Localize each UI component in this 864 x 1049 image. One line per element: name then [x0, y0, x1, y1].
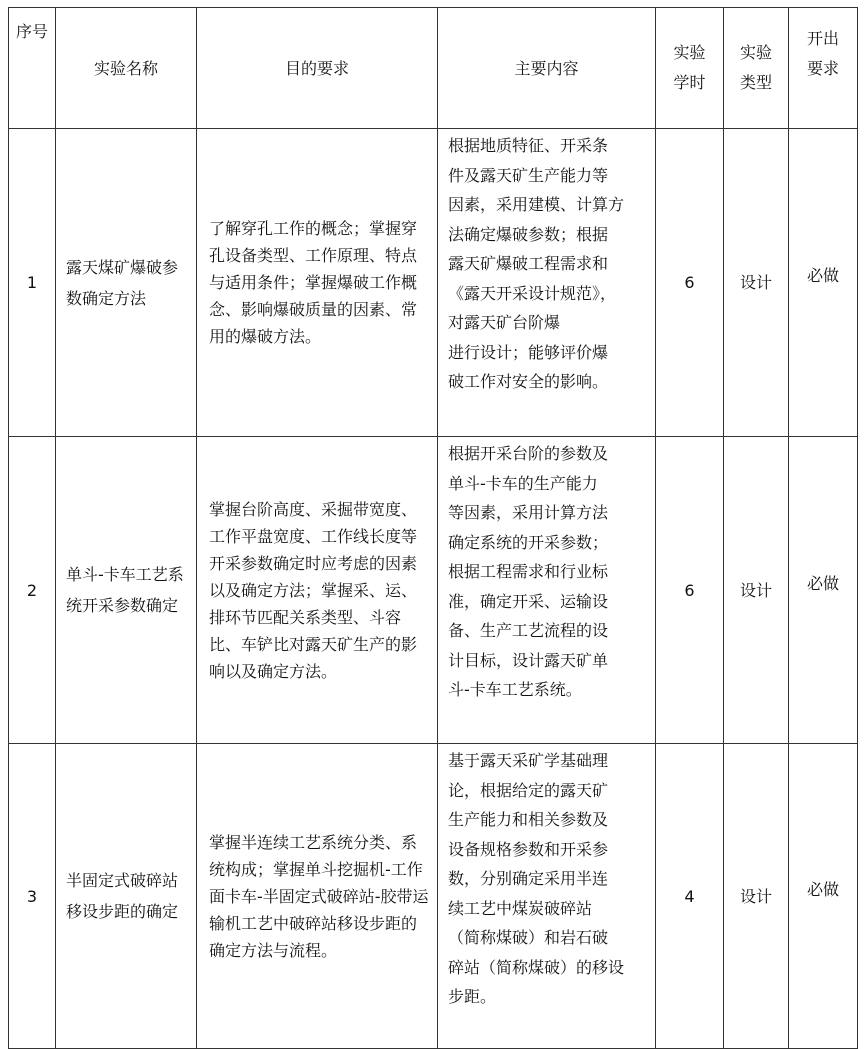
- content-line: 件及露天矿生产能力等: [448, 165, 609, 185]
- content-line: 根据地质特征、开采条: [448, 136, 609, 155]
- row-requirement: 必做: [789, 744, 858, 1049]
- content-line: 论，根据给定的露天矿: [448, 780, 609, 800]
- row-content: [438, 437, 656, 744]
- row-no: 1: [9, 129, 56, 437]
- row-type: 设计: [724, 129, 789, 437]
- header-no: 序号: [9, 8, 56, 129]
- experiment-table: [8, 7, 858, 1049]
- row-type: 设计: [724, 437, 789, 744]
- content-line: 法确定爆破参数；根据: [448, 224, 609, 244]
- row-name: 单斗-卡车工艺系统开采参数确定: [56, 437, 197, 744]
- table-row: [9, 437, 858, 744]
- content-line: 数，分别确定采用半连: [448, 869, 609, 888]
- header-requirement: 开出要求: [789, 8, 858, 129]
- header-purpose: 目的要求: [197, 8, 438, 129]
- table-row: [9, 129, 858, 437]
- content-line: 生产能力和相关参数及: [448, 810, 609, 829]
- content-line: 根据工程需求和行业标: [448, 562, 609, 581]
- content-line: 露天矿爆破工程需求和: [448, 254, 609, 273]
- table-row: [9, 744, 858, 1049]
- content-line: 对露天矿台阶爆: [448, 313, 561, 332]
- content-line: 续工艺中煤炭破碎站: [448, 898, 593, 918]
- row-purpose: 掌握台阶高度、采掘带宽度、工作平盘宽度、工作线长度等开采参数确定时应考虑的因素以及确定方法；掌握采、运、排环节匹配关系类型、斗容比、车铲比对露天矿生产的影响以及确定方法。: [197, 437, 438, 744]
- content-line: 进行设计；能够评价爆: [448, 342, 609, 362]
- header-name: 实验名称: [56, 8, 197, 129]
- content-line: 设备规格参数和开采参: [448, 839, 609, 859]
- row-no: 3: [9, 744, 56, 1049]
- content-line: 确定系统的开采参数；: [448, 532, 609, 552]
- row-name: 露天煤矿爆破参数确定方法: [56, 129, 197, 437]
- content-line: 准，确定开采、运输设: [448, 591, 609, 611]
- content-line: 单斗-卡车的生产能力: [448, 473, 598, 493]
- content-line: 破工作对安全的影响。: [448, 372, 609, 391]
- table-header-row: [9, 8, 858, 129]
- content-line: 根据开采台阶的参数及: [448, 444, 609, 463]
- content-line: 计目标，设计露天矿单: [448, 650, 609, 670]
- row-requirement: 必做: [789, 129, 858, 437]
- row-name: 半固定式破碎站移设步距的确定: [56, 744, 197, 1049]
- row-type: 设计: [724, 744, 789, 1049]
- content-line: 碎站（简称煤破）的移设: [448, 957, 625, 977]
- row-hours: 6: [656, 129, 724, 437]
- header-type: 实验类型: [724, 8, 789, 129]
- row-hours: 6: [656, 437, 724, 744]
- content-line: 备、生产工艺流程的设: [448, 621, 609, 640]
- row-hours: 4: [656, 744, 724, 1049]
- content-line: 斗-卡车工艺系统。: [448, 680, 582, 699]
- content-line: （简称煤破）和岩石破: [448, 928, 609, 947]
- header-hours: 实验学时: [656, 8, 724, 129]
- row-requirement: 必做: [789, 437, 858, 744]
- header-content: 主要内容: [438, 8, 656, 129]
- content-line: 等因素，采用计算方法: [448, 503, 609, 522]
- row-purpose: 了解穿孔工作的概念；掌握穿孔设备类型、工作原理、特点与适用条件；掌握爆破工作概念、影响爆破质量的因素、常用的爆破方法。: [197, 129, 438, 437]
- content-line: 步距。: [448, 987, 497, 1006]
- row-no: 2: [9, 437, 56, 744]
- row-purpose: 掌握半连续工艺系统分类、系统构成；掌握单斗挖掘机-工作面卡车-半固定式破碎站-胶带运输机工艺中破碎站移设步距的确定方法与流程。: [197, 744, 438, 1049]
- row-content: [438, 744, 656, 1049]
- content-line: 因素，采用建模、计算方: [448, 195, 625, 214]
- content-line: 《露天开采设计规范》，: [448, 283, 617, 303]
- row-content: [438, 129, 656, 437]
- content-line: 基于露天采矿学基础理: [448, 751, 609, 770]
